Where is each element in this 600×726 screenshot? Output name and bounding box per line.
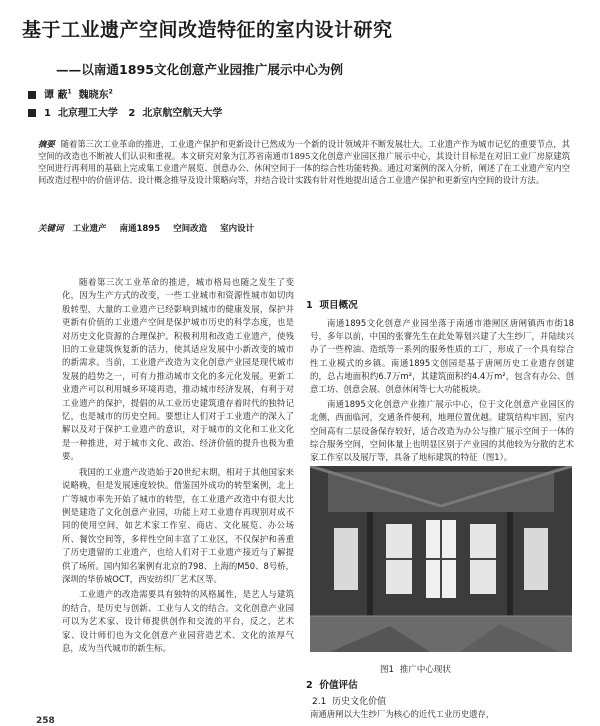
body-paragraph: 我国的工业遗产改造始于20世纪末期，相对于其他国家来说略晚，但是发展速度较快。借鉴国外成功的转型案例，北上广等城市率先开始了城市的转型，在工业遗产改造中有很大比例是建造了文化创意产业园，功能上对工业遗存再现别对成不同的使用空间，如艺术家工作室、商店、文化展览、办公场所、餐饮空间等，多样性空间丰富了工业区，不仅保护和善重了历史遗留的工业遗产，也给人们对于工业遗产接近与了解提供了场所。国内知名案例有北京的798、上海的M50、8号桥，深圳的华侨城OCT，西安纺织厂艺术区等。 bbox=[62, 466, 294, 584]
figure-1-caption bbox=[380, 663, 457, 675]
keyword: 工业遗产 bbox=[72, 224, 107, 234]
author-line bbox=[28, 86, 113, 101]
section-1-title: 项目概况 bbox=[319, 300, 358, 311]
author-1-sup: 1 bbox=[67, 88, 72, 96]
figure-1-label: 图1 bbox=[380, 665, 394, 675]
affiliation-line bbox=[28, 104, 222, 119]
keywords bbox=[38, 222, 570, 234]
subsection-2-1-title: 历史文化价值 bbox=[332, 697, 387, 707]
body-paragraph: 随着第三次工业革命的推进，城市格局也随之发生了变化，因为生产方式的改变，一些工业城市和资源性城市如切肉般转型，大量的工业遗产已经影响到城市的健康发展，保护并更新有价值的工业遗产空间是保护城市历史的科学态度，也是对历史文化资源的合理保护。积极利用和改造工业遗产，使残旧的工业建筑恢复新的活力，使其适应发展中小新改变的城市的新需求。当前，工业遗产改造为文化创意产业园是现代城市发展的趋势之一，可有力推动城市文化的多元化发展。更新工业遗产可以利用城乡环境再造，推动城市经济发展，有利于对工业遗产的保护，提倡的从工业历史建筑遗存着时代的独特记忆，也是城市的历史空间。要想让人们对于工业遗产的深入了解以及对于保护工业遗产的意识，对于城市的文化和工业文化是一种推进，对于城市文化、政治、经济价值的提升也极为重要。 bbox=[62, 277, 294, 462]
subsection-2-1-heading bbox=[312, 694, 386, 707]
subtitle-text: 以南通1895文化创意产业园推广展示中心为例 bbox=[81, 62, 343, 77]
affiliation-2: 北京航空航天大学 bbox=[142, 108, 223, 119]
section-2-1-text: 南通唐闸以大生纱厂为核心的近代工业历史遗存， bbox=[310, 709, 495, 719]
paper-title: 基于工业遗产空间改造特征的室内设计研究 bbox=[22, 19, 393, 41]
author-2-sup: 2 bbox=[108, 88, 113, 96]
keyword: 南通1895 bbox=[119, 224, 161, 234]
section-1-heading bbox=[306, 297, 358, 311]
author-1: 谭 蔽 bbox=[44, 90, 68, 101]
affiliation-1: 北京理工大学 bbox=[57, 108, 118, 119]
factory-interior-illustration bbox=[310, 466, 572, 652]
figure-1-photo bbox=[310, 466, 572, 652]
abstract bbox=[38, 138, 570, 186]
left-column bbox=[62, 276, 294, 706]
paper-subtitle: ——以南通1895文化创意产业园推广展示中心为例 bbox=[56, 62, 343, 77]
section-1-body bbox=[310, 317, 574, 466]
section-2-number: 2 bbox=[306, 680, 313, 691]
abstract-label: 摘要 bbox=[38, 139, 55, 149]
affiliation-1-number: 1 bbox=[44, 108, 51, 119]
body-paragraph: 南通1895文化创意产业推广展示中心，位于文化创意产业园区的北侧，西面临河，交通条件便利，地理位置优越。建筑结构牢固，室内空间高有二层设备保存较好，适合改造为办公与推广展示空间于一体的综合服务空间，空间体量上也明显区别于产业园的其他较为分散的艺术家工作室以及展厅等，具备了地标建筑的特征（图1）。 bbox=[310, 399, 574, 463]
square-bullet-icon bbox=[28, 109, 36, 117]
section-1-number: 1 bbox=[306, 300, 313, 311]
abstract-text: 随着第三次工业革命的推进，工业遗产保护和更新设计已然成为一个新的设计领域并不断发展壮大。工业遗产作为城市记忆的重要节点，其空间的改造也不断被人们认识和重视。本文研究对象为江苏省南通市1895文化创意产业园区推广展示中心，其设计目标是在对旧工业厂房原建筑空间进行再利用的基础上完成集工业遗产展览、创意办公、休闲空间于一体的综合性功能转换。通过对案例的深入分析，阐述了在工业遗产室内空间改造过程中的价值评估、设计概念推导及设计策略向等，并结合设计实践有针对性地提出适合工业遗产保护和更新室内空间的设计方法。 bbox=[38, 139, 570, 186]
body-paragraph: 南通1895文化创意产业园坐落于南通市港闸区唐闸镇西市街18号，多年以前，中国的张謇先生在此处筹划兴建了大生纱厂，并陆续兴办了一些榨油、造纸等一系列的服务性质的工厂，形成了一个具有综合性工业模式的乡镇。南通1895文创园是基于唐闸历史工业遗存创建的，总占地面积约6.7万m²，其建筑面积约4.4万m²，包含有办公、创意工坊、创意会展、创意休闲等七大功能板块。 bbox=[310, 318, 574, 395]
affiliation-2-number: 2 bbox=[128, 108, 136, 119]
section-2-heading bbox=[306, 677, 358, 691]
keyword: 室内设计 bbox=[220, 224, 255, 234]
section-2-title: 价值评估 bbox=[319, 680, 358, 691]
figure-1-caption-text: 推广中心现状 bbox=[399, 665, 451, 675]
square-bullet-icon bbox=[28, 91, 36, 99]
subsection-2-1-number: 2.1 bbox=[312, 697, 327, 707]
keyword: 空间改造 bbox=[173, 224, 208, 234]
keywords-label: 关键词 bbox=[38, 224, 64, 234]
page-number: 258 bbox=[36, 716, 55, 726]
body-paragraph: 工业遗产的改造需要具有独特的风格属性，是艺人与建筑的结合，是历史与创新、工业与人文的结合。文化创意产业园可以为艺术家、设计师提供创作和交流的平台，反之，艺术家、设计师们也为文化创意产业园营造艺术、文化的浓厚气息，成为当代城市的新生标。 bbox=[62, 589, 294, 653]
author-2: 魏晓东 bbox=[78, 90, 109, 101]
